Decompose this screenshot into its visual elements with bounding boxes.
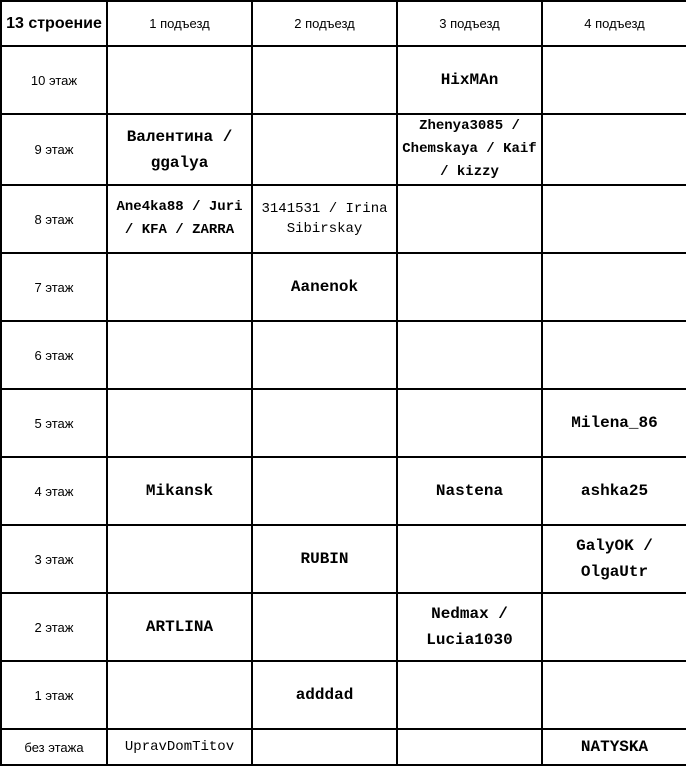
resident-cell: Mikansk [107, 457, 252, 525]
resident-cell: NATYSKA [542, 729, 686, 765]
resident-cell [252, 46, 397, 114]
floor-row-3 [1, 525, 686, 593]
floor-row-7 [1, 253, 686, 321]
building-label: 13 строение [1, 1, 107, 46]
floor-label: 8 этаж [1, 185, 107, 253]
floor-label: 2 этаж [1, 593, 107, 661]
floor-label: 6 этаж [1, 321, 107, 389]
floor-row-10 [1, 46, 686, 114]
floor-label: 3 этаж [1, 525, 107, 593]
resident-cell [252, 389, 397, 457]
resident-cell: Aanenok [252, 253, 397, 321]
floor-label: 4 этаж [1, 457, 107, 525]
resident-cell [542, 46, 686, 114]
resident-cell [397, 729, 542, 765]
floor-label: 9 этаж [1, 114, 107, 185]
resident-cell [252, 457, 397, 525]
resident-cell [542, 114, 686, 185]
resident-cell [542, 253, 686, 321]
resident-cell [397, 321, 542, 389]
resident-cell: Nastena [397, 457, 542, 525]
resident-cell: adddad [252, 661, 397, 729]
resident-cell [542, 185, 686, 253]
resident-cell [397, 185, 542, 253]
resident-cell: GalyOK / OlgaUtr [542, 525, 686, 593]
resident-cell: Ane4ka88 / Juri / KFA / ZARRA [107, 185, 252, 253]
floor-row-2 [1, 593, 686, 661]
floor-row-9 [1, 114, 686, 185]
resident-cell [252, 321, 397, 389]
resident-cell: ARTLINA [107, 593, 252, 661]
resident-cell [542, 661, 686, 729]
floor-label: 5 этаж [1, 389, 107, 457]
resident-cell [252, 593, 397, 661]
floor-row-none [1, 729, 686, 765]
entrance-header-4: 4 подъезд [542, 1, 686, 46]
resident-cell [542, 321, 686, 389]
header-row [1, 1, 686, 46]
floor-label: 7 этаж [1, 253, 107, 321]
resident-cell: RUBIN [252, 525, 397, 593]
resident-cell: Валентина / ggalya [107, 114, 252, 185]
resident-cell: HixMAn [397, 46, 542, 114]
resident-cell: Nedmax / Lucia1030 [397, 593, 542, 661]
floor-row-4 [1, 457, 686, 525]
resident-cell [542, 593, 686, 661]
floor-label: без этажа [1, 729, 107, 765]
resident-cell [397, 661, 542, 729]
entrance-header-1: 1 подъезд [107, 1, 252, 46]
resident-cell [397, 253, 542, 321]
resident-cell [252, 729, 397, 765]
resident-cell [107, 321, 252, 389]
resident-cell: Zhenya3085 / Chemskaya / Kaif / kizzy [397, 114, 542, 185]
entrance-header-3: 3 подъезд [397, 1, 542, 46]
resident-cell [397, 389, 542, 457]
resident-cell [107, 389, 252, 457]
floor-row-5 [1, 389, 686, 457]
resident-cell: 3141531 / Irina Sibirskay [252, 185, 397, 253]
resident-cell: UpravDomTitov [107, 729, 252, 765]
floor-row-6 [1, 321, 686, 389]
resident-cell [107, 661, 252, 729]
floor-label: 10 этаж [1, 46, 107, 114]
floor-row-8 [1, 185, 686, 253]
resident-cell [107, 525, 252, 593]
entrance-header-2: 2 подъезд [252, 1, 397, 46]
resident-cell: ashka25 [542, 457, 686, 525]
resident-cell [397, 525, 542, 593]
resident-cell [252, 114, 397, 185]
floor-label: 1 этаж [1, 661, 107, 729]
resident-cell: Milena_86 [542, 389, 686, 457]
floor-row-1 [1, 661, 686, 729]
resident-cell [107, 253, 252, 321]
resident-cell [107, 46, 252, 114]
